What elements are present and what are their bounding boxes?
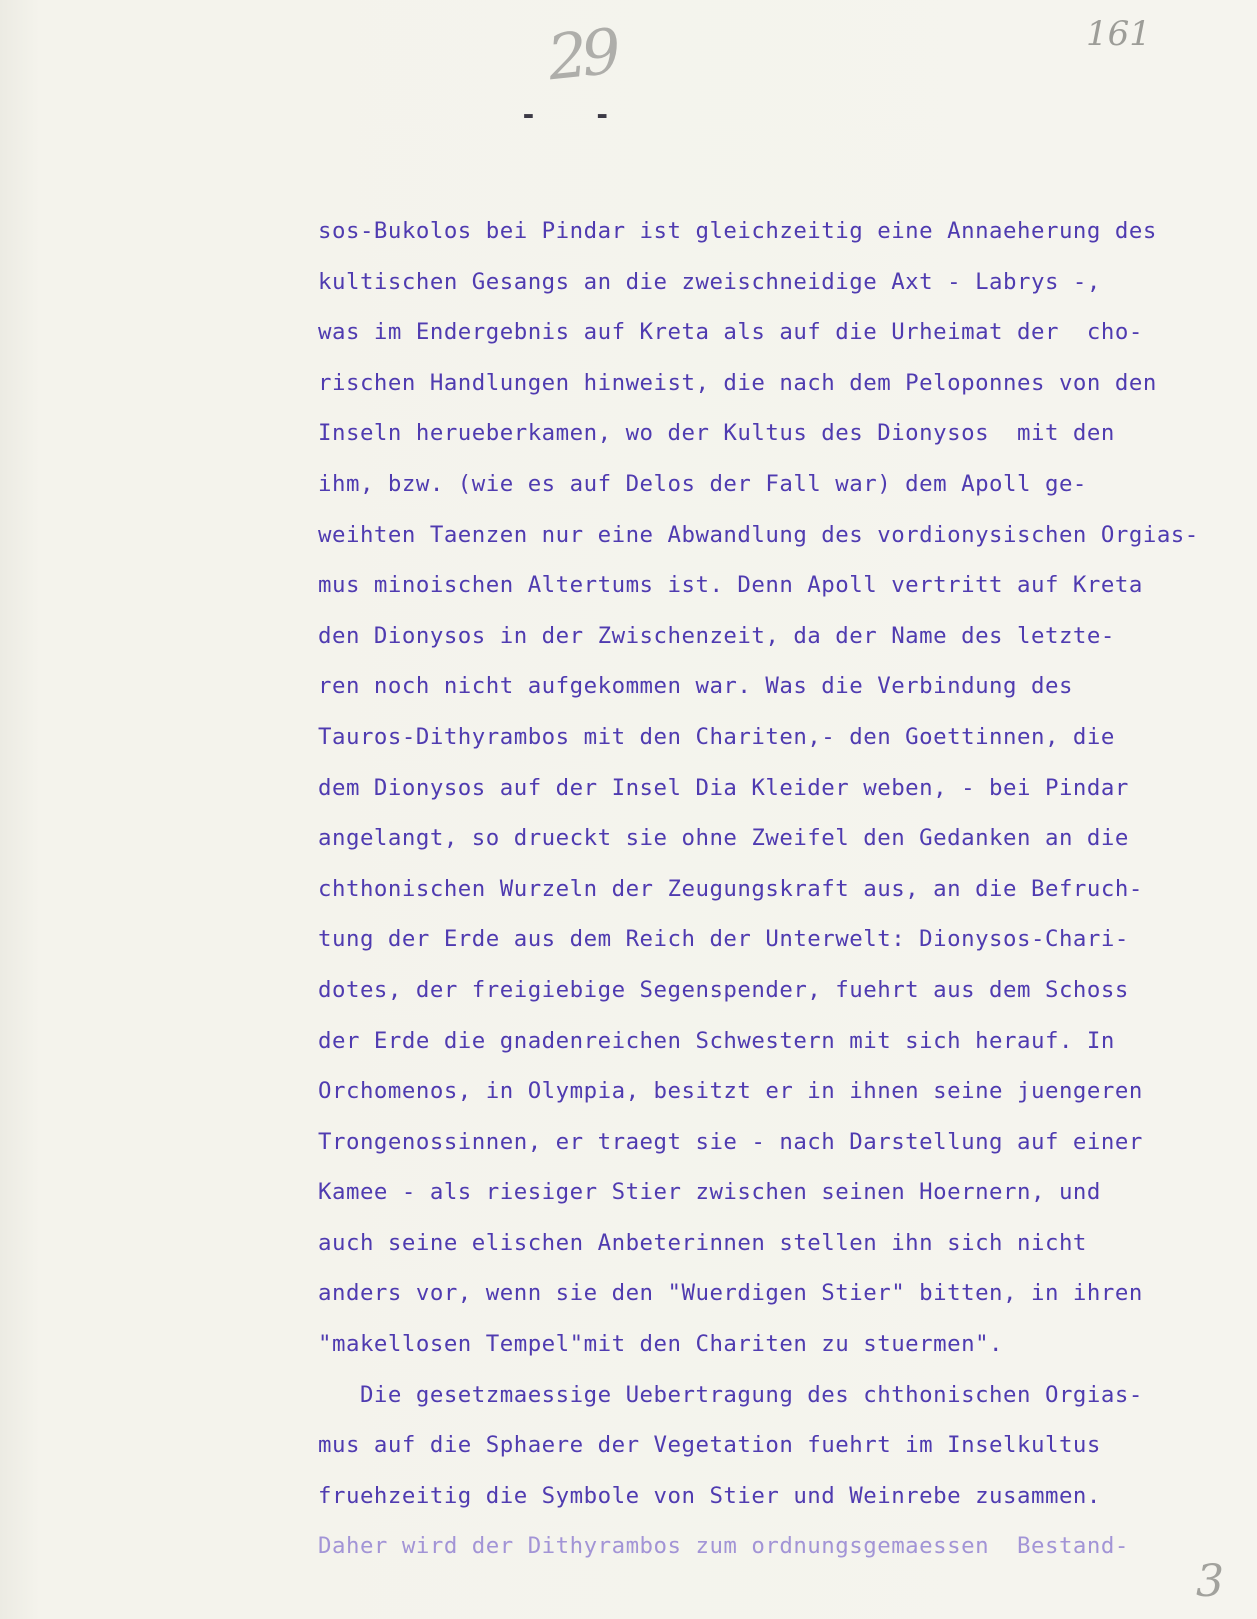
text-line-2: kultischen Gesangs an die zweischneidige Axt - Labrys -,	[318, 268, 1101, 295]
text-line-19: Trongenossinnen, er traegt sie - nach Darstellung auf einer	[318, 1128, 1143, 1155]
typed-text-body	[318, 206, 1243, 1572]
typed-page-mark: - -	[520, 98, 611, 131]
text-line-23: "makellosen Tempel"mit den Chariten zu stuermen".	[318, 1331, 1004, 1358]
text-line-9: den Dionysos in der Zwischenzeit, da der Name des letzte-	[318, 622, 1115, 649]
text-line-17: der Erde die gnadenreichen Schwestern mit sich herauf. In	[318, 1027, 1115, 1054]
text-line-8: mus minoischen Altertums ist. Denn Apoll vertritt auf Kreta	[318, 572, 1143, 599]
pencil-folio-number: 29	[544, 14, 619, 95]
text-line-7: weihten Taenzen nur eine Abwandlung des vordionysischen Orgias-	[318, 521, 1199, 548]
text-line-26: fruehzeitig die Symbole von Stier und Weinrebe zusammen.	[318, 1482, 1101, 1509]
text-line-15: tung der Erde aus dem Reich der Unterwelt: Dionysos-Chari-	[318, 926, 1129, 953]
text-line-22: anders vor, wenn sie den "Wuerdigen Stier" bitten, in ihren	[318, 1280, 1143, 1307]
text-line-21: auch seine elischen Anbeterinnen stellen ihn sich nicht	[318, 1229, 1087, 1256]
text-line-13: angelangt, so drueckt sie ohne Zweifel den Gedanken an die	[318, 825, 1129, 852]
text-line-20: Kamee - als riesiger Stier zwischen seinen Hoernern, und	[318, 1179, 1101, 1206]
text-line-12: dem Dionysos auf der Insel Dia Kleider weben, - bei Pindar	[318, 774, 1129, 801]
pencil-bottom-number: 3	[1196, 1556, 1224, 1607]
text-line-25: mus auf die Sphaere der Vegetation fuehrt im Inselkultus	[318, 1432, 1101, 1459]
text-line-18: Orchomenos, in Olympia, besitzt er in ihnen seine juengeren	[318, 1078, 1143, 1105]
text-line-3: was im Endergebnis auf Kreta als auf die Urheimat der cho-	[318, 319, 1143, 346]
text-line-1: sos-Bukolos bei Pindar ist gleichzeitig eine Annaeherung des	[318, 218, 1157, 244]
text-line-27: Daher wird der Dithyrambos zum ordnungsgemaessen Bestand-	[318, 1533, 1129, 1560]
text-line-5: Inseln herueberkamen, wo der Kultus des Dionysos mit den	[318, 420, 1115, 447]
text-line-16: dotes, der freigiebige Segenspender, fuehrt aus dem Schoss	[318, 976, 1129, 1003]
text-line-14: chthonischen Wurzeln der Zeugungskraft aus, an die Befruch-	[318, 875, 1143, 902]
text-line-4: rischen Handlungen hinweist, die nach dem Peloponnes von den	[318, 369, 1157, 396]
text-line-11: Tauros-Dithyrambos mit den Chariten,- den Goettinnen, die	[318, 723, 1115, 750]
pencil-corner-number: 161	[1086, 14, 1151, 54]
text-line-10: ren noch nicht aufgekommen war. Was die Verbindung des	[318, 673, 1073, 700]
text-line-6: ihm, bzw. (wie es auf Delos der Fall war) dem Apoll ge-	[318, 470, 1087, 497]
text-line-24: Die gesetzmaessige Uebertragung des chthonischen Orgias-	[318, 1381, 1143, 1408]
